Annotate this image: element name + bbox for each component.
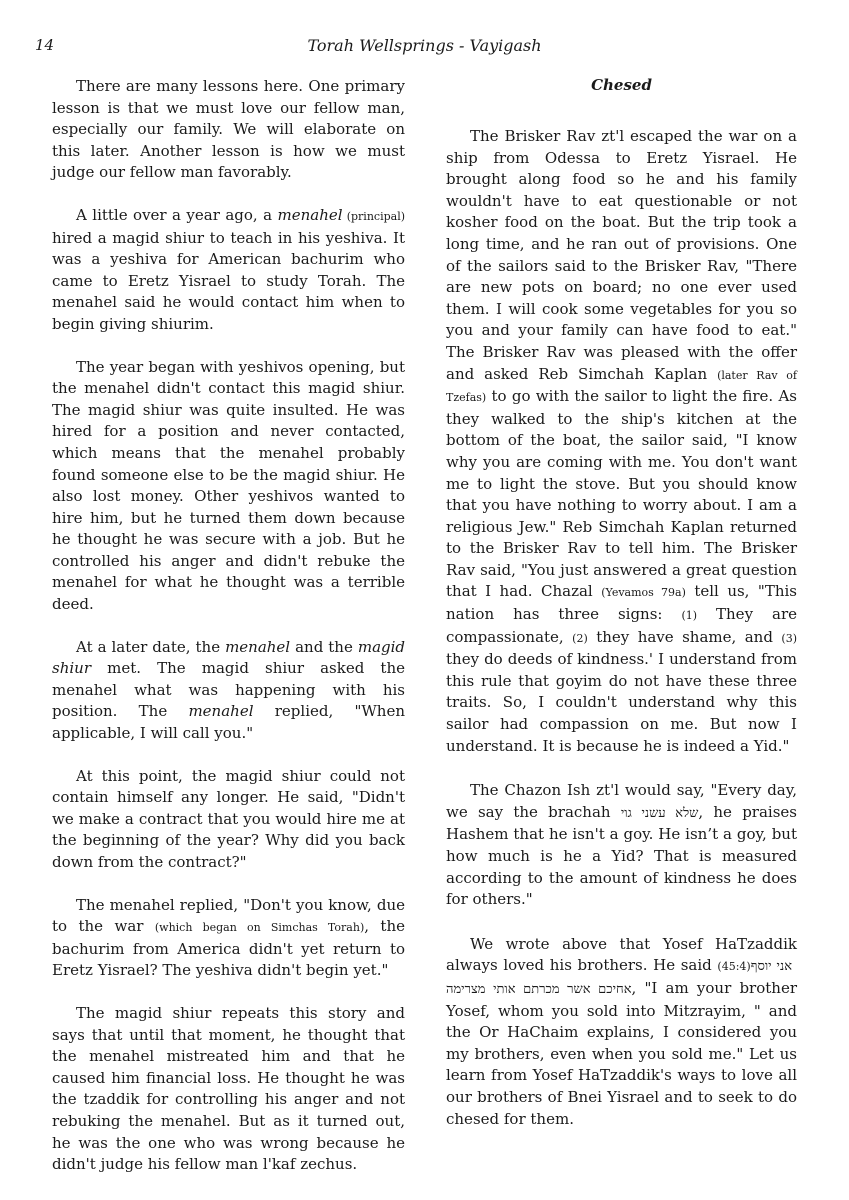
paragraph: The year began with yeshivos opening, but the menahel didn't contact this magid shiur. The magid shiur was quite insulted. He was hired for a position and never contacted, which means that the menahel probably found someone else to be the magid shiur. He also lost money. Other yeshivos wanted to hire him, but he turned them down because he thought he was secure with a job. But he controlled his anger and didn't rebuke the menahel for what he thought was a terrible deed. [52,357,405,614]
running-title: Torah Wellsprings - Vayigash [307,36,542,55]
section-heading: Chesed [591,76,652,94]
paragraph: The menahel replied, "Don't you know, due to the war (which began on Simchas Torah), the bachurim from America didn't yet return to Eretz Yisrael? The yeshiva didn't begin yet." [52,895,405,980]
left-column [52,76,405,1176]
paragraph: The Brisker Rav zt'l escaped the war on a ship from Odessa to Eretz Yisrael. He brought along food so he and his family wouldn't have to eat questionable or not kosher food on the boat. But the trip took a long time, and he ran out of provisions. One of the sailors said to the Brisker Rav, "There are new pots on board; no one ever used them. I will cook some vegetables for you so you and your family can have food to eat." The Brisker Rav was pleased with the offer and asked Reb Simchah Kaplan (later Rav of Tzefas) to go with the sailor to light the fire. As they walked to the ship's kitchen at the bottom of the boat, the sailor said, "I know why you are coming with me. You don't want me to light the stove. But you should know that you have nothing to worry about. I am a religious Jew." Reb Simchah Kaplan returned to the Brisker Rav to tell him. The Brisker Rav said, "You just answered a great question that I had. Chazal (Yevamos 79a) tell us, "This nation has three signs: (1) They are compassionate, (2) they have shame, and (3) they do deeds of kindness.' I understand from this rule that goyim do not have these three traits. So, I couldn't understand why this sailor had compassion on me. But now I understand. It is because he is indeed a Yid." [446,127,798,755]
paragraph: There are many lessons here. One primary lesson is that we must love our fellow man, especially our family. We will elaborate on this later. Another lesson is how we must judge our fellow man favorably. [52,77,405,182]
page-header [0,36,849,58]
paragraph: At a later date, the menahel and the magid shiur met. The magid shiur asked the menahel what was happening with his position. The menahel replied, "When applicable, I will call you." [52,637,406,743]
right-column [446,76,797,1130]
paragraph: The Chazon Ish zt'l would say, "Every day, we say the brachah שלא עשני גוי, he praises Hashem that he isn't a goy. He isn’t a goy, but how much is he a Yid? That is measured according to the amount of kindness he does for others." [446,781,797,909]
page-number: 14 [35,36,55,54]
paragraph: The magid shiur repeats this story and says that until that moment, he thought that the menahel mistreated him and that he caused him financial loss. He thought he was the tzaddik for controlling his anger and not rebuking the menahel. But as it turned out, he was the one who was wrong because he didn't judge his fellow man l'kaf zechus. [52,1003,405,1174]
paragraph: A little over a year ago, a menahel (principal) hired a magid shiur to teach in his yeshiva. It was a yeshiva for American bachurim who came to Eretz Yisrael to study Torah. The menahel said he would contact him when to begin giving shiurim. [52,205,405,333]
paragraph: We wrote above that Yosef HaTzaddik always loved his brothers. He said (45:4) אני יוסף אחיכם אשר מכרתם אותי מצרימה, "I am your brother Yosef, whom you sold into Mitzrayim, " and the Or HaChaim explains, I considered you my brothers, even when you sold me." Let us learn from Yosef HaTzaddik's ways to love all our brothers of Bnei Yisrael and to seek to do chesed for them. [446,934,797,1128]
paragraph: At this point, the magid shiur could not contain himself any longer. He said, "Didn't we make a contract that you would hire me at the beginning of the year? Why did you back down from the contract?" [52,766,405,871]
